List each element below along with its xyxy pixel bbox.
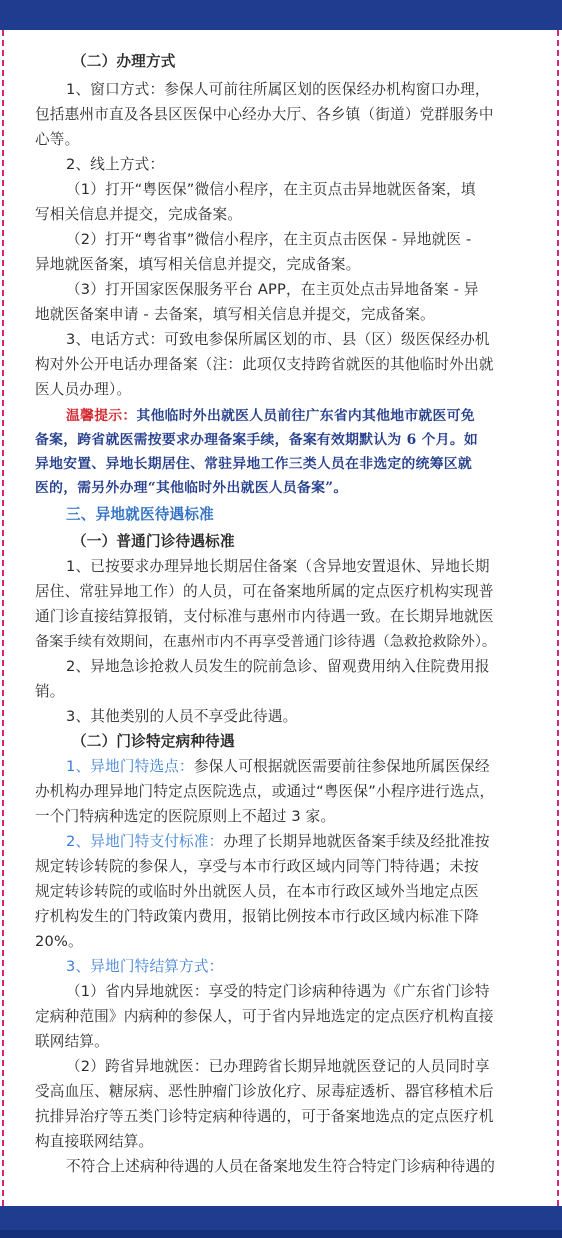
paragraph-text: 参保人可根据就医需要前往参保地所属医保经 [193, 758, 490, 775]
paragraph-line: 3、电话方式：可致电参保所属区划的市、县（区）级医保经办机 [66, 331, 490, 348]
paragraph-line: （3）打开国家医保服务平台 APP，在主页处点击异地备案 - 异 [66, 281, 479, 298]
paragraph-line [66, 832, 490, 852]
paragraph-line: 销。 [35, 683, 65, 700]
paragraph-line: 通门诊直接结算报销，支付标准与惠州市内待遇一致。在长期异地就医 [35, 608, 494, 625]
paragraph-line: 心等。 [35, 131, 80, 148]
paragraph-line: 居住、常驻异地工作）的人员，可在备案地所属的定点医疗机构实现普 [35, 583, 494, 600]
paragraph-line: 不符合上述病种待遇的人员在备案地发生符合特定门诊病种待遇的 [66, 1158, 496, 1175]
paragraph-text: 办理了长期异地就医备案手续及经批准按 [223, 833, 490, 850]
paragraph-line: （1）省内异地就医：享受的特定门诊病种待遇为《广东省门诊特 [66, 983, 490, 1000]
paragraph-line: 20%。 [35, 933, 83, 950]
paragraph-line: （2）打开“粤省事”微信小程序，在主页点击医保 - 异地就医 - [66, 231, 472, 248]
bottom-banner-edge [0, 1230, 562, 1238]
paragraph-line: 1、已按要求办理异地长期居住备案（含异地安置退休、异地长期 [66, 558, 490, 575]
tip-line: 备案，跨省就医需按要求办理备案手续，备案有效期默认为 6 个月。如 [35, 432, 479, 448]
heading-procedure: （二）办理方式 [72, 53, 176, 70]
section-heading-treatment: 三、异地就医待遇标准 [66, 506, 214, 523]
tip-label: 温馨提示： [66, 408, 137, 424]
paragraph-line: 构直接联网结算。 [35, 1133, 154, 1150]
paragraph-line: 抗排异治疗等五类门诊特定病种待遇的，可于备案地选点的定点医疗机 [35, 1108, 494, 1125]
subheading-general-clinic: （一）普通门诊待遇标准 [72, 533, 235, 550]
label-clinic-settle: 3、异地门特结算方式： [66, 958, 224, 975]
label-clinic-pay: 2、异地门特支付标准： [66, 833, 224, 850]
paragraph-line: 一个门特病种选定的医院原则上不超过 3 家。 [35, 808, 336, 825]
subheading-special-disease: （二）门诊特定病种待遇 [72, 733, 235, 750]
tip-line: 异地安置、异地长期居住、常驻异地工作三类人员在非选定的统筹区就 [35, 456, 473, 472]
paragraph-line: 包括惠州市直及各县区医保中心经办大厅、各乡镇（街道）党群服务中 [35, 106, 494, 123]
tip-line [66, 406, 475, 426]
paragraph-line: 地就医备案申请 - 去备案，填写相关信息并提交，完成备案。 [35, 306, 435, 323]
paragraph-line: 联网结算。 [35, 1033, 109, 1050]
paragraph-line: 写相关信息并提交，完成备案。 [35, 206, 243, 223]
tip-text: 其他临时外出就医人员前往广东省内其他地市就医可免 [136, 408, 475, 424]
paragraph-line: （1）打开“粤医保”微信小程序，在主页点击异地就医备案，填 [66, 181, 476, 198]
paragraph-line: 疗机构发生的门特政策内费用，报销比例按本市行政区域内标准下降 [35, 908, 479, 925]
paragraph-line: 1、窗口方式：参保人可前往所属区划的医保经办机构窗口办理， [66, 81, 490, 98]
paragraph-line: 定病种范围》内病种的参保人，可于省内异地选定的定点医疗机构直接 [35, 1008, 494, 1025]
paragraph-line: 异地就医备案，填写相关信息并提交，完成备案。 [35, 256, 361, 273]
paragraph-line: 3、其他类别的人员不享受此待遇。 [66, 708, 298, 725]
paragraph-line: 医人员办理）。 [35, 381, 132, 398]
paragraph-line: 受高血压、糖尿病、恶性肿瘤门诊放化疗、尿毒症透析、器官移植术后 [35, 1083, 494, 1100]
paragraph-line: 办机构办理异地门特定点医院选点，或通过“粤医保”小程序进行选点， [35, 783, 495, 800]
tip-line: 医的，需另外办理“其他临时外出就医人员备案”。 [35, 480, 348, 496]
paragraph-line: 规定转诊转院的参保人，享受与本市行政区域内同等门特待遇；未按 [35, 858, 479, 875]
label-clinic-select: 1、异地门特选点： [66, 758, 194, 775]
paragraph-line: 2、线上方式： [66, 156, 165, 173]
paragraph-line: 规定转诊转院的或临时外出就医人员，在本市行政区域外当地定点医 [35, 883, 479, 900]
paragraph-line: 2、异地急诊抢救人员发生的院前急诊、留观费用纳入住院费用报 [66, 658, 490, 675]
paragraph-line: （2）跨省异地就医：已办理跨省长期异地就医登记的人员同时享 [66, 1058, 490, 1075]
paragraph-line: 构对外公开电话办理备案（注：此项仅支持跨省就医的其他临时外出就 [35, 356, 494, 373]
paragraph-line: 备案手续有效期间，在惠州市内不再享受普通门诊待遇（急救抢救除外）。 [35, 634, 497, 650]
paragraph-line [66, 757, 490, 777]
